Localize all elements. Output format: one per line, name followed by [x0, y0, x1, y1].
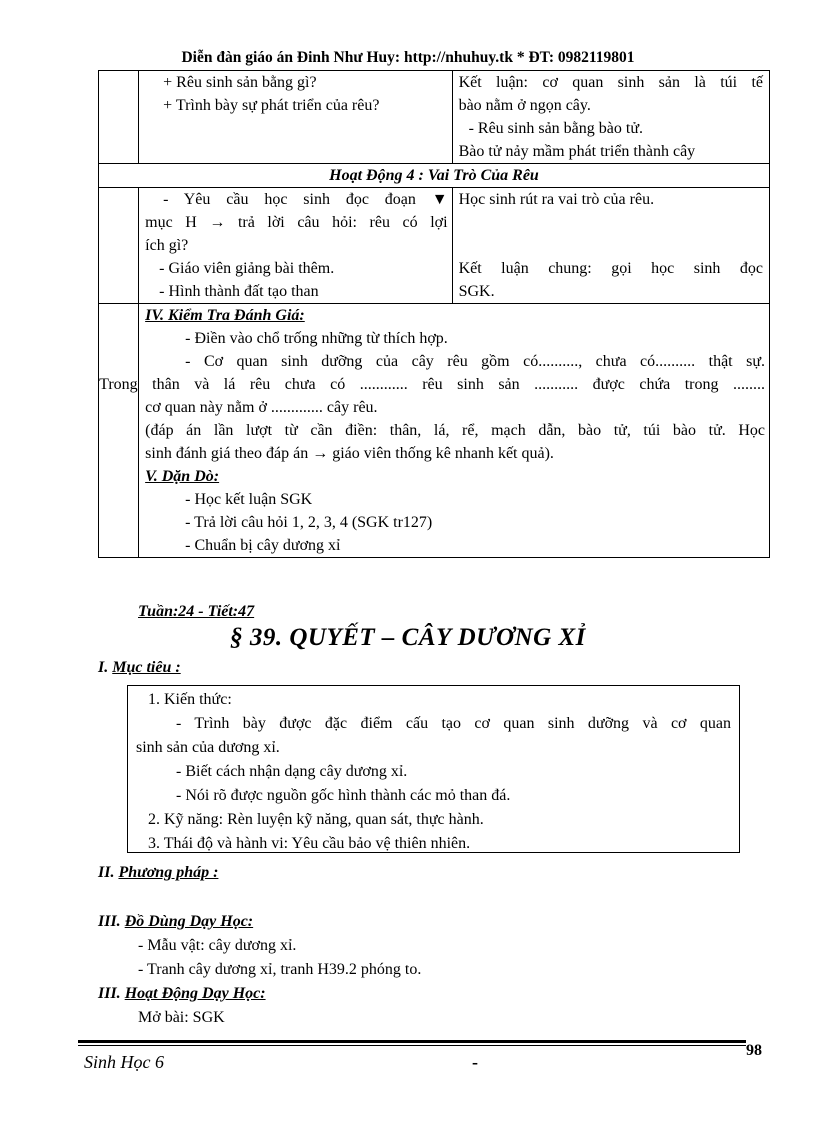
lesson-activity-table	[98, 70, 770, 558]
assessment-line: cơ quan này nằm ở ............. cây rêu.	[145, 399, 378, 416]
objective-line: - Biết cách nhận dạng cây dương xỉ.	[176, 763, 408, 780]
student-line: Kết luận chung: gọi học sinh đọc	[458, 260, 763, 277]
section-title: Đồ Dùng Dạy Học:	[124, 913, 254, 930]
objectives-box	[127, 685, 740, 853]
methods-heading	[98, 864, 218, 882]
table-row	[99, 71, 770, 164]
assessment-line: sinh đánh giá theo đáp án → giáo viên thống kê nhanh kết quả).	[145, 445, 554, 462]
footer-dash: -	[472, 1052, 478, 1072]
student-line: Học sinh rút ra vai trò của rêu.	[458, 191, 655, 208]
section-number: II.	[98, 864, 115, 881]
assessment-cell	[99, 304, 770, 558]
week-lesson-label: Tuần:24 - Tiết:47	[138, 603, 255, 620]
page-header: Diễn đàn giáo án Đinh Như Huy: http://nhuhuy.tk * ĐT: 0982119801	[181, 49, 635, 66]
teacher-line: - Hình thành đất tạo than	[159, 283, 319, 300]
empty-cell	[99, 188, 139, 304]
page-number: 98	[746, 1042, 762, 1059]
question-line: + Trình bày sự phát triển của rêu?	[163, 97, 380, 114]
homework-line: - Học kết luận SGK	[185, 491, 313, 508]
teacher-activity-cell	[139, 188, 452, 304]
assessment-heading: IV. Kiểm Tra Đánh Giá:	[145, 307, 305, 324]
teacher-activity-cell	[139, 71, 452, 164]
student-line: SGK.	[458, 283, 495, 300]
student-activity-cell	[452, 71, 769, 164]
lesson-title: § 39. QUYẾT – CÂY DƯƠNG XỈ	[230, 624, 586, 651]
student-line	[453, 234, 769, 257]
teacher-line: - Yêu cầu học sinh đọc đoạn ▼	[163, 191, 448, 208]
section-number: III.	[98, 985, 121, 1002]
empty-cell	[99, 304, 139, 558]
activities-heading	[98, 985, 266, 1003]
table-row	[99, 188, 770, 304]
section-title: Phương pháp :	[118, 864, 219, 881]
activity-heading: Hoạt Động 4 : Vai Trò Của Rêu	[99, 164, 770, 188]
footer-rule	[78, 1040, 746, 1043]
table-row	[99, 164, 770, 188]
homework-line: - Chuẩn bị cây dương xỉ	[185, 537, 341, 554]
objective-line: 1. Kiến thức:	[148, 691, 232, 708]
assessment-line: (đáp án lần lượt từ cần điền: thân, lá, rể, mạch dẫn, bào tử, túi bào tử. Học	[145, 422, 765, 439]
materials-heading	[98, 913, 253, 931]
teacher-line: - Giáo viên giảng bài thêm.	[159, 260, 335, 277]
section-title: Mục tiêu :	[112, 659, 181, 676]
footer-subject: Sinh Học 6	[84, 1052, 164, 1072]
section-title: Hoạt Động Dạy Học:	[124, 985, 266, 1002]
teacher-line: ích gì?	[145, 237, 189, 254]
objective-line: 2. Kỹ năng: Rèn luyện kỹ năng, quan sát, thực hành.	[148, 811, 484, 828]
objective-line: sinh sản của dương xỉ.	[136, 739, 280, 756]
objective-line: - Trình bày được đặc điểm cấu tạo cơ quan sinh dưỡng và cơ quan	[176, 715, 731, 732]
conclusion-line: Kết luận: cơ quan sinh sản là túi tế	[458, 74, 763, 91]
section-number: III.	[98, 913, 121, 930]
student-activity-cell	[452, 188, 769, 304]
assessment-line: Trong thân và lá rêu chưa có ............ rêu sinh sản ........... được chứa trong ........	[99, 376, 765, 393]
homework-heading: V. Dặn Dò:	[145, 468, 220, 485]
objective-line: - Nói rõ được nguồn gốc hình thành các mỏ than đá.	[176, 787, 511, 804]
objective-line: 3. Thái độ và hành vi: Yêu cầu bảo vệ thiên nhiên.	[148, 835, 471, 852]
homework-line: - Trả lời câu hỏi 1, 2, 3, 4 (SGK tr127)	[185, 514, 433, 531]
activities-intro: Mở bài: SGK	[138, 1009, 225, 1026]
conclusion-line: Bào tử nảy mầm phát triển thành cây	[458, 143, 696, 160]
question-line: + Rêu sinh sản bằng gì?	[163, 74, 317, 91]
table-row	[99, 304, 770, 558]
teacher-line: mục H → trả lời câu hỏi: rêu có lợi	[145, 214, 448, 231]
student-line	[453, 211, 769, 234]
assessment-line: - Điền vào chổ trống những từ thích hợp.	[185, 330, 448, 347]
conclusion-line: - Rêu sinh sản bằng bào tử.	[468, 120, 643, 137]
section-number: I.	[98, 659, 109, 676]
conclusion-line: bào nằm ở ngọn cây.	[458, 97, 591, 114]
empty-cell	[99, 71, 139, 164]
footer-rule	[78, 1045, 746, 1046]
objectives-heading	[98, 659, 181, 677]
materials-line: - Tranh cây dương xỉ, tranh H39.2 phóng to.	[138, 961, 422, 978]
assessment-line: - Cơ quan sinh dưỡng của cây rêu gồm có.........., chưa có.......... thật sự.	[185, 353, 765, 370]
materials-line: - Mẫu vật: cây dương xỉ.	[138, 937, 297, 954]
